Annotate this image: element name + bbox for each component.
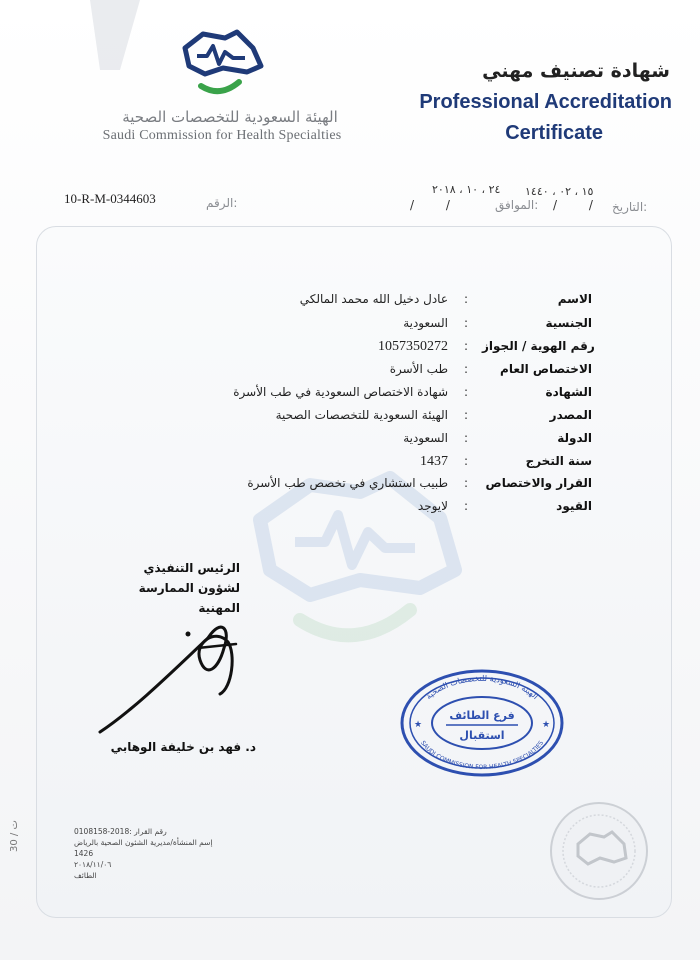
field-label: الاختصاص العام [500,362,592,376]
footer-line: الطائف [74,871,97,880]
certificate-title-english-line1: Professional Accreditation [419,91,672,113]
hijri-date-slashes: / / [553,198,607,212]
field-value: طبيب استشاري في تخصص طب الأسرة [247,476,448,490]
handwritten-signature [96,598,246,738]
field-general-specialty [132,362,592,382]
certificate-number: 10-R-M-0344603 [64,191,156,206]
field-source [132,408,592,428]
field-certificate [132,385,592,405]
field-label: الاسم [557,292,592,306]
footer-line: إسم المنشأة/مديرية الشئون الصحية بالرياض [74,838,213,847]
field-graduation-year [132,454,592,474]
org-name-english: Saudi Commission for Health Specialties [102,128,342,143]
field-value: شهادة الاختصاص السعودية في طب الأسرة [233,385,448,399]
field-value: السعودية [403,431,448,445]
field-label: سنة التخرج [525,454,592,468]
certificate-title-arabic: شهادة تصنيف مهني [482,60,670,82]
gregorian-date-slashes: / / [410,198,464,212]
field-decision-specialty [132,476,592,496]
background-arrow-graphic [50,0,180,120]
field-value: عادل دخيل الله محمد المالكي [299,292,448,306]
field-value: السعودية [403,316,448,330]
field-colon: : [463,431,468,445]
stamp-bottom-text: SAUDI COMMISSION FOR HEALTH SPECIALTIES [418,739,546,772]
field-colon: : [463,408,468,422]
official-stamp [398,665,566,777]
gregorian-date-label: الموافق: [495,198,539,212]
field-label: الشهادة [545,385,592,399]
field-label: المصدر [549,408,592,422]
number-label: الرقم: [206,196,238,210]
field-value: طب الأسرة [389,362,448,376]
field-value: 1437 [420,454,448,469]
field-value: لايوجد [417,499,448,513]
field-label: الدولة [557,431,592,445]
field-id-passport [132,339,595,359]
svg-text:★: ★ [542,720,551,730]
field-value: الهيئة السعودية للتخصصات الصحية [275,408,448,422]
side-note: 30 / ت [9,820,20,852]
field-nationality [132,316,592,336]
field-colon: : [463,454,468,468]
field-label: الجنسية [545,316,592,330]
field-colon: : [463,316,468,330]
field-colon: : [463,499,468,513]
stamp-branch: فرع الطائف [449,709,515,722]
field-colon: : [463,362,468,376]
stamp-dept: استقبال [459,729,505,742]
field-colon: : [463,292,468,306]
scfhs-logo [175,28,270,100]
field-colon: : [463,476,468,490]
field-value: 1057350272 [378,339,448,354]
signatory-title-line2: لشؤون الممارسة المهنية [138,581,240,615]
gregorian-date: ٢٤ ، ١٠ ، ٢٠١٨ [432,183,501,196]
footer-line: ٢٠١٨/١١/٠٦ [74,860,112,869]
field-restrictions [132,499,592,519]
signatory-name: د. فهد بن خليفة الوهابي [110,740,256,754]
field-colon: : [463,385,468,399]
field-label: القرار والاختصاص [485,476,592,490]
field-label: رقم الهوية / الجواز [482,339,595,353]
field-country [132,431,592,451]
field-name [132,292,592,312]
field-label: القيود [556,499,592,513]
org-name-arabic: الهيئة السعودية للتخصصات الصحية [122,108,338,126]
footer-line: 1426 [74,849,94,858]
hijri-date: ١٥ ، ٠٢ ، ١٤٤٠ [525,185,594,198]
footer-line: رقم القرار :2018-0108158 [74,827,167,836]
footer-reference [74,826,213,881]
svg-text:★: ★ [414,720,423,730]
field-colon: : [463,339,468,353]
embossed-seal [548,800,650,902]
hijri-date-label: التاريخ: [612,200,648,214]
signatory-title-line1: الرئيس التنفيذي [143,561,240,575]
stamp-top-text: الهيئة السعودية للتخصصات الصحية [424,673,540,702]
certificate-title-english-line2: Certificate [505,122,603,144]
